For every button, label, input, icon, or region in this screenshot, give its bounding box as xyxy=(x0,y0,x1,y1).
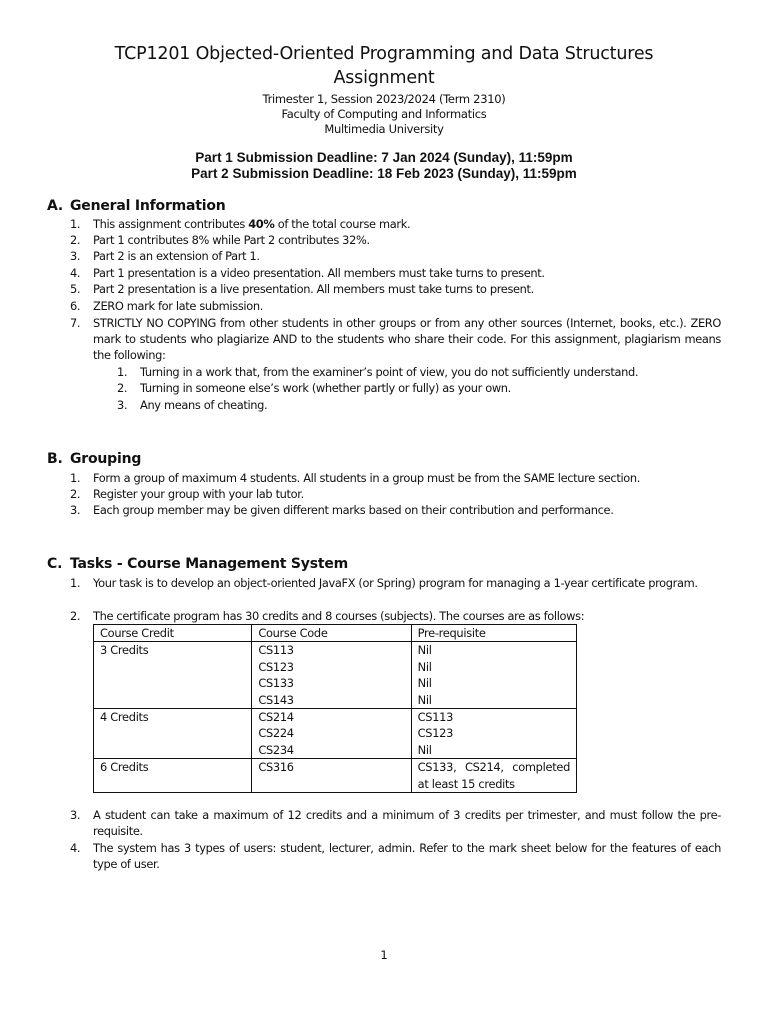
sub-list-item xyxy=(117,380,721,396)
section-heading-tasks xyxy=(47,556,348,572)
list-number: 1. xyxy=(70,576,81,590)
prerequisite: Nil xyxy=(417,742,432,757)
list-text: Turning in someone else’s work (whether partly or fully) as your own. xyxy=(140,381,511,395)
faculty-info: Faculty of Computing and Informatics xyxy=(281,107,487,121)
list-number: 1. xyxy=(70,471,81,485)
list-text: The certificate program has 30 credits and 8 courses (subjects). The courses are as follows: xyxy=(93,609,585,623)
prerequisite-cell xyxy=(411,759,576,793)
list-text: Part 2 presentation is a live presentation. All members must take turns to present. xyxy=(93,282,534,296)
section-letter: C. xyxy=(47,556,63,572)
table-row xyxy=(94,709,577,759)
section-title: Grouping xyxy=(70,451,142,467)
prerequisite: Nil xyxy=(417,692,432,707)
list-item xyxy=(70,840,721,872)
list-text: Part 1 contributes 8% while Part 2 contributes 32%. xyxy=(93,233,370,247)
list-number: 3. xyxy=(70,249,81,263)
prerequisite: CS113 xyxy=(417,710,454,725)
list-number: 4. xyxy=(70,266,81,280)
list-text: Any means of cheating. xyxy=(140,398,268,412)
table-row xyxy=(94,642,577,709)
table-header-cell: Course Code xyxy=(252,625,411,642)
list-number: 3. xyxy=(117,398,128,412)
prerequisite: Nil xyxy=(417,659,432,674)
document-title-line2: Assignment xyxy=(333,68,435,88)
prerequisite: Nil xyxy=(417,676,432,691)
list-text: Register your group with your lab tutor. xyxy=(93,487,304,501)
text-segment: of the total course mark. xyxy=(274,217,411,231)
list-text: Part 2 is an extension of Part 1. xyxy=(93,249,260,263)
course-code-cell xyxy=(252,642,411,709)
list-number: 6. xyxy=(70,299,81,313)
prerequisite: CS133, CS214, completed xyxy=(417,760,570,775)
page-number: 1 xyxy=(380,948,388,962)
list-item xyxy=(70,575,721,591)
list-item xyxy=(70,216,721,232)
credit-cell xyxy=(94,759,252,793)
credit-label: 4 Credits xyxy=(100,710,149,725)
course-code: CS234 xyxy=(258,742,294,757)
list-number: 3. xyxy=(70,503,81,517)
course-code-cell xyxy=(252,709,411,759)
deadline-part1: Part 1 Submission Deadline: 7 Jan 2024 (Sunday), 11:59pm xyxy=(195,150,573,165)
course-code: CS113 xyxy=(258,643,294,658)
list-item xyxy=(70,470,721,486)
text-segment: This assignment contributes xyxy=(93,217,249,231)
list-number: 2. xyxy=(117,381,128,395)
list-number: 2. xyxy=(70,233,81,247)
prerequisite: CS123 xyxy=(417,726,454,741)
section-heading-grouping xyxy=(47,451,141,467)
course-code: CS316 xyxy=(258,760,294,775)
list-text: Your task is to develop an object-oriented JavaFX (or Spring) program for managing a 1-year certificate program. xyxy=(93,576,698,590)
term-info: Trimester 1, Session 2023/2024 (Term 2310) xyxy=(262,92,506,106)
list-text: ZERO mark for late submission. xyxy=(93,299,263,313)
prerequisite-cell xyxy=(411,709,576,759)
prerequisite: Nil xyxy=(417,643,432,658)
section-title: Tasks - Course Management System xyxy=(70,556,349,572)
credit-label: 6 Credits xyxy=(100,760,149,775)
document-title-line1: TCP1201 Objected-Oriented Programming and Data Structures xyxy=(114,44,654,64)
sub-list-item xyxy=(117,364,721,380)
list-text: Part 1 presentation is a video presentation. All members must take turns to present. xyxy=(93,266,545,280)
list-number: 3. xyxy=(70,808,81,822)
prerequisite: at least 15 credits xyxy=(417,776,515,791)
bold-percentage: 40% xyxy=(248,217,275,231)
table-header-row xyxy=(94,625,577,642)
table-header-cell: Pre-requisite xyxy=(411,625,576,642)
list-text: A student can take a maximum of 12 credits and a minimum of 3 credits per trimester, and must follow the pre-requisite. xyxy=(93,808,721,838)
list-item xyxy=(70,315,721,363)
list-text: STRICTLY NO COPYING from other students in other groups or from any other sources (Internet, books, etc.). ZERO mark to students who plagiarize AND to the students who share their code. For this assignment, plagiarism means the following: xyxy=(93,316,721,362)
list-number: 5. xyxy=(70,282,81,296)
list-item xyxy=(70,608,721,624)
list-item xyxy=(70,486,721,502)
list-number: 1. xyxy=(70,217,81,231)
list-item xyxy=(70,807,721,839)
list-text: Turning in a work that, from the examiner’s point of view, you do not sufficiently understand. xyxy=(140,365,639,379)
prerequisite-cell xyxy=(411,642,576,709)
list-item xyxy=(70,248,721,264)
list-item xyxy=(70,281,721,297)
university-info: Multimedia University xyxy=(324,122,444,136)
table-row xyxy=(94,759,577,793)
list-number: 2. xyxy=(70,487,81,501)
list-number: 1. xyxy=(117,365,128,379)
list-number: 7. xyxy=(70,316,81,330)
credit-label: 3 Credits xyxy=(100,643,149,658)
section-title: General Information xyxy=(70,198,226,214)
list-text: The system has 3 types of users: student, lecturer, admin. Refer to the mark sheet below for the features of each type of user. xyxy=(93,841,721,871)
course-code-cell xyxy=(252,759,411,793)
course-code: CS224 xyxy=(258,726,294,741)
course-code: CS214 xyxy=(258,710,294,725)
list-text xyxy=(93,216,721,232)
list-item xyxy=(70,265,721,281)
credit-cell xyxy=(94,709,252,759)
list-text: Form a group of maximum 4 students. All students in a group must be from the SAME lecture section. xyxy=(93,471,641,485)
list-number: 4. xyxy=(70,841,81,855)
course-code: CS123 xyxy=(258,659,294,674)
list-item xyxy=(70,232,721,248)
credit-cell xyxy=(94,642,252,709)
list-text: Each group member may be given different marks based on their contribution and performance. xyxy=(93,503,614,517)
section-letter: B. xyxy=(47,451,63,467)
deadline-part2: Part 2 Submission Deadline: 18 Feb 2023 (Sunday), 11:59pm xyxy=(191,166,577,181)
list-number: 2. xyxy=(70,609,81,623)
sub-list-item xyxy=(117,397,721,413)
course-code: CS143 xyxy=(258,692,294,707)
table-header-cell: Course Credit xyxy=(94,625,252,642)
list-item xyxy=(70,298,721,314)
section-heading-general-information xyxy=(47,198,226,214)
course-code: CS133 xyxy=(258,676,294,691)
list-item xyxy=(70,502,721,518)
course-table xyxy=(93,624,577,793)
section-letter: A. xyxy=(47,198,64,214)
